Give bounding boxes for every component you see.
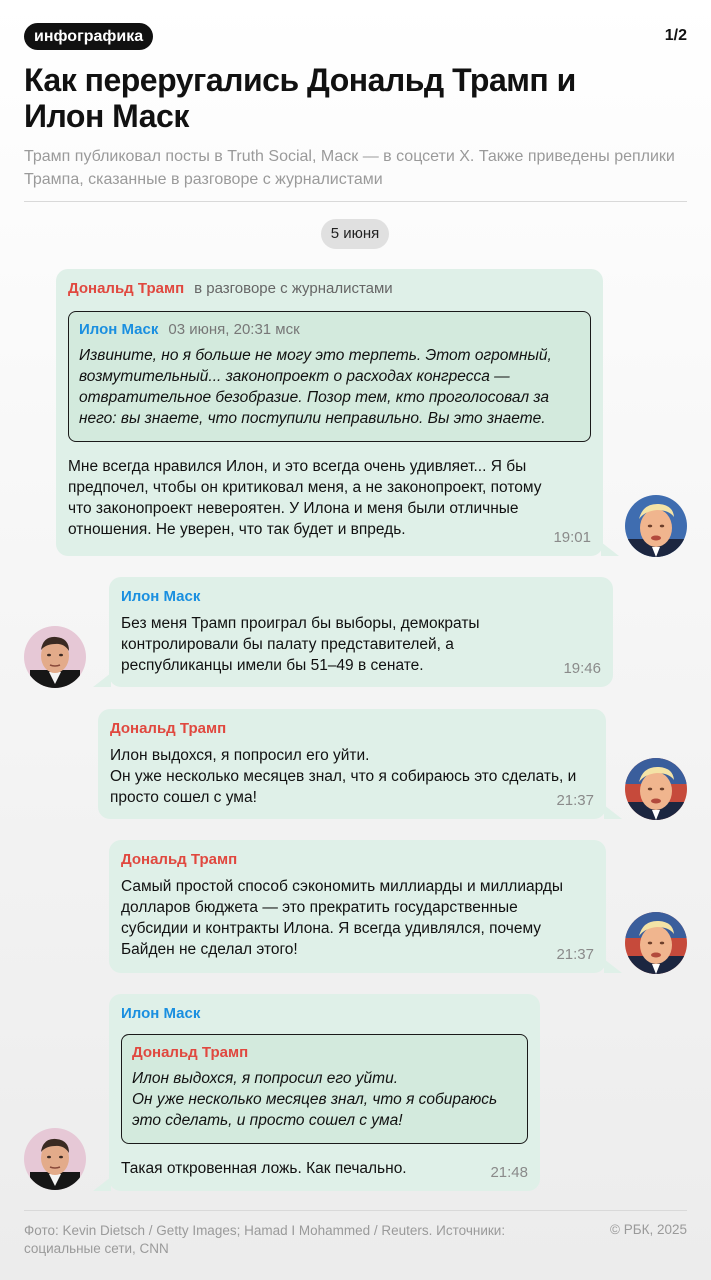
message-bubble-trump-1 bbox=[56, 269, 603, 556]
page-indicator: 1/2 bbox=[664, 27, 687, 44]
trump-portrait-icon bbox=[625, 912, 687, 974]
message-context: в разговоре с журналистами bbox=[194, 280, 393, 297]
quoted-text bbox=[132, 1068, 517, 1131]
quoted-post bbox=[68, 311, 591, 442]
message-bubble-musk-2 bbox=[109, 994, 540, 1191]
musk-avatar bbox=[24, 1128, 86, 1190]
message-line: Он уже несколько месяцев знал, что я собираюсь это сделать, и просто сошел с ума! bbox=[110, 768, 577, 806]
date-pill: 5 июня bbox=[321, 219, 389, 249]
message-text: Самый простой способ сэкономить миллиарды и миллиарды долларов бюджета — это прекратить государственные субсидии и контракты Илона. Я всегда удивлялся, почему Байден не сделал этого! bbox=[121, 878, 564, 958]
message-time: 19:01 bbox=[553, 529, 591, 546]
copyright: © РБК, 2025 bbox=[610, 1222, 687, 1237]
message-time: 19:46 bbox=[563, 660, 601, 677]
message-author: Илон Маск bbox=[121, 1005, 201, 1022]
quoted-author: Дональд Трамп bbox=[132, 1044, 249, 1061]
musk-portrait-icon bbox=[24, 1128, 86, 1190]
trump-portrait-icon bbox=[625, 758, 687, 820]
message-author: Дональд Трамп bbox=[121, 851, 238, 868]
header-divider bbox=[24, 201, 687, 202]
trump-avatar bbox=[625, 495, 687, 557]
trump-avatar bbox=[625, 912, 687, 974]
message-text: Мне всегда нравился Илон, и это всегда очень удивляет... Я бы предпочел, чтобы он критиковал меня, а не законопроект, потому что законопроект невероятен. У Илона и меня были отличные отношения. Не уверен, что так будет и впредь. bbox=[68, 458, 542, 538]
quoted-author-name: Илон Маск bbox=[79, 321, 159, 338]
page-title: Как переругались Дональд Трамп и Илон Маск bbox=[24, 62, 576, 134]
quoted-text: Извините, но я больше не могу это терпеть. Этот огромный, возмутительный... законопроект о расходах конгресса — отвратительное безобразие. Позор тем, кто проголосовал за него: вы знаете, что поступили неправильно. Вы это знаете. bbox=[79, 347, 552, 427]
message-time: 21:48 bbox=[490, 1164, 528, 1181]
author-name: Дональд Трамп bbox=[68, 280, 185, 297]
message-bubble-trump-3 bbox=[109, 840, 606, 973]
message-text: Без меня Трамп проиграл бы выборы, демократы контролировали бы палату представителей, а республиканцы имели бы 51–49 в сенате. bbox=[121, 615, 480, 674]
message-time: 21:37 bbox=[556, 792, 594, 809]
quoted-line: Илон выдохся, я попросил его уйти. bbox=[132, 1070, 398, 1087]
message-text: Такая откровенная ложь. Как печально. bbox=[121, 1160, 407, 1177]
infographic-badge: инфографика bbox=[24, 23, 153, 50]
message-text bbox=[110, 745, 594, 808]
musk-portrait-icon bbox=[24, 626, 86, 688]
message-line: Илон выдохся, я попросил его уйти. bbox=[110, 747, 370, 764]
quoted-line: Он уже несколько месяцев знал, что я собираюсь это сделать, и просто сошел с ума! bbox=[132, 1091, 498, 1129]
message-author bbox=[68, 279, 591, 299]
message-bubble-musk-1 bbox=[109, 577, 613, 687]
trump-avatar bbox=[625, 758, 687, 820]
photo-credits: Фото: Kevin Dietsch / Getty Images; Hamad I Mohammed / Reuters. Источники: социальные сети, CNN bbox=[24, 1223, 506, 1256]
page-subtitle: Трамп публиковал посты в Truth Social, Маск — в соцсети X. Также приведены реплики Трампа, сказанные в разговоре с журналистами bbox=[24, 148, 675, 188]
message-author: Илон Маск bbox=[121, 588, 201, 605]
trump-portrait-icon bbox=[625, 495, 687, 557]
message-author: Дональд Трамп bbox=[110, 720, 227, 737]
message-time: 21:37 bbox=[556, 946, 594, 963]
footer-divider bbox=[24, 1210, 687, 1211]
quoted-post bbox=[121, 1034, 528, 1144]
quoted-time: 03 июня, 20:31 мск bbox=[168, 321, 300, 338]
message-bubble-trump-2 bbox=[98, 709, 606, 819]
quoted-author bbox=[79, 320, 580, 340]
musk-avatar bbox=[24, 626, 86, 688]
